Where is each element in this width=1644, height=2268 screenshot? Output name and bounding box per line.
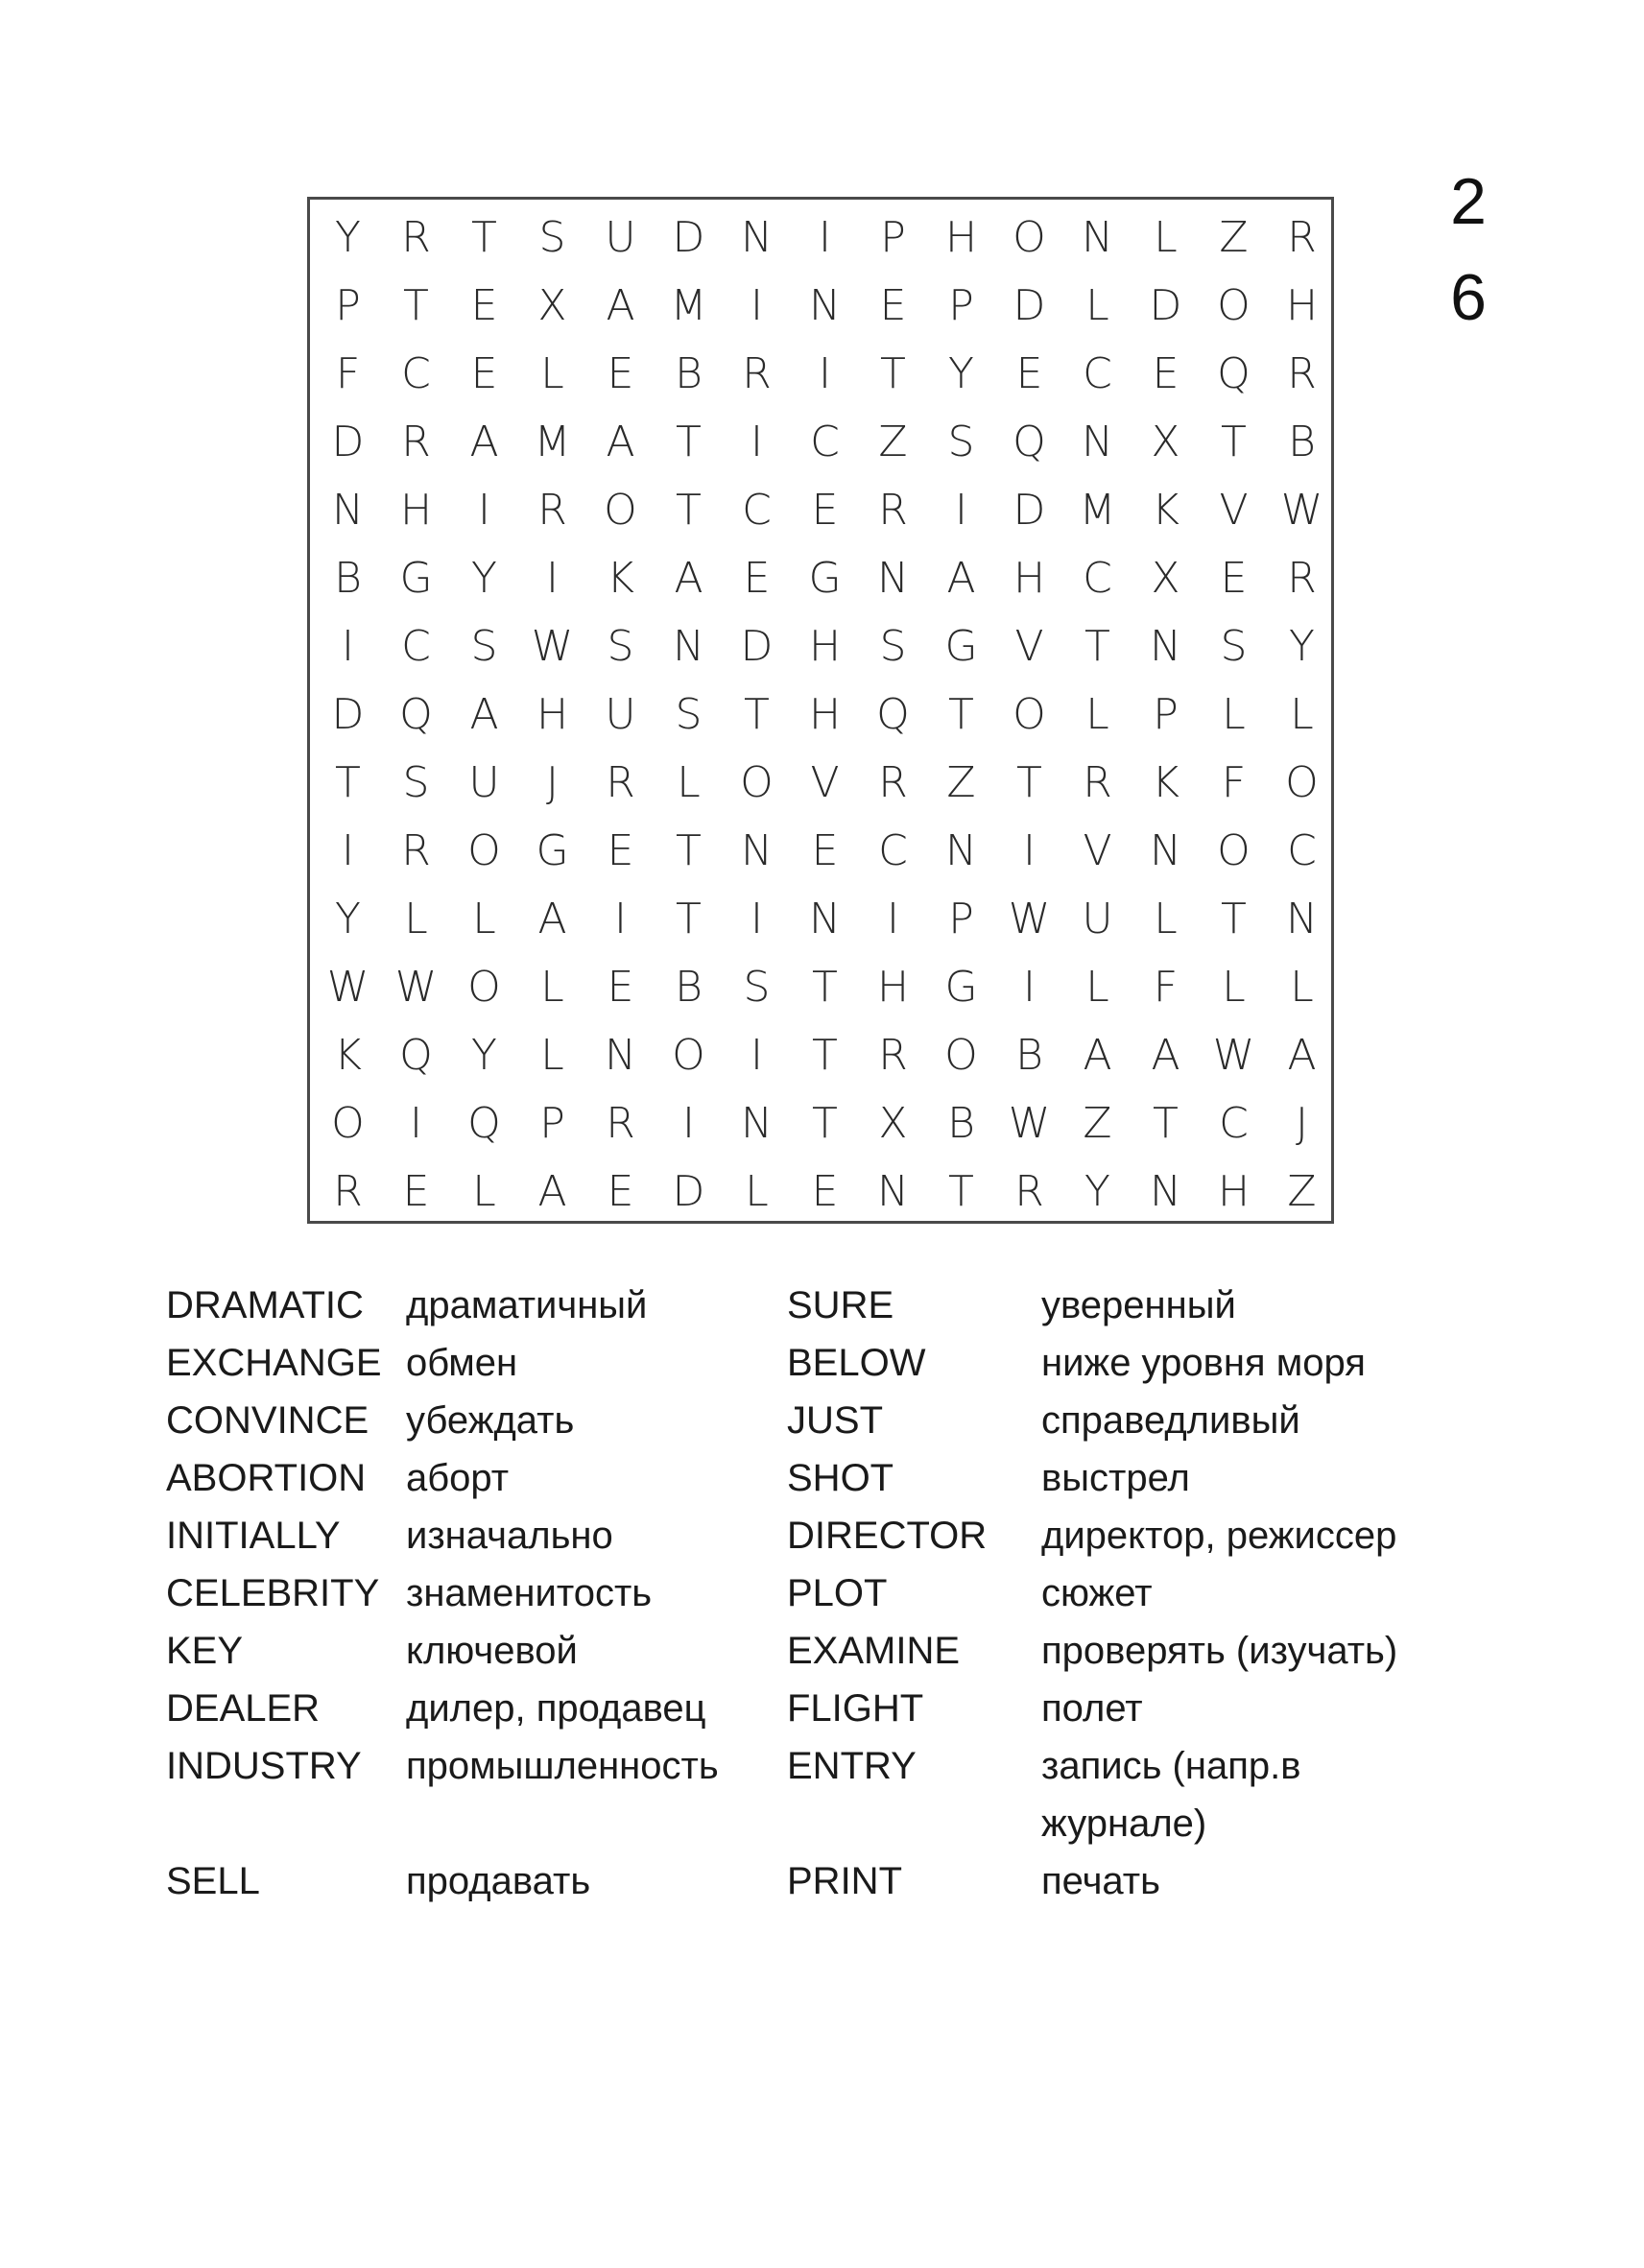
grid-letter: Y (1084, 1167, 1110, 1216)
grid-letter: C (878, 826, 908, 875)
grid-letter: L (1222, 963, 1246, 1012)
grid-letter: T (812, 1031, 838, 1080)
word-translation: полет (1041, 1687, 1143, 1730)
grid-letter: A (674, 554, 703, 603)
grid-letter: I (1023, 963, 1036, 1012)
grid-letter: C (810, 418, 840, 466)
word-translation: ниже уровня моря (1041, 1342, 1366, 1384)
grid-letter: H (1013, 554, 1046, 603)
grid-letter: T (880, 349, 906, 398)
grid-letter: V (1083, 826, 1112, 875)
grid-letter: R (401, 826, 431, 875)
word-en: PLOT (787, 1572, 888, 1614)
grid-letter: T (676, 895, 702, 943)
grid-letter: R (401, 213, 431, 262)
word-translation: выстрел (1041, 1457, 1190, 1499)
grid-letter: C (401, 349, 431, 398)
grid-letter: K (1152, 486, 1179, 535)
grid-letter: I (819, 349, 831, 398)
word-translation: директор, режиссер (1041, 1515, 1397, 1557)
grid-letter: C (742, 486, 772, 535)
grid-letter: N (605, 1031, 636, 1080)
grid-letter: N (809, 895, 841, 943)
grid-letter: L (1154, 895, 1178, 943)
word-translation: ключевой (406, 1630, 578, 1672)
grid-letter: R (1287, 349, 1317, 398)
grid-letter: O (672, 1031, 705, 1080)
grid-letter: D (331, 690, 365, 739)
grid-letter: U (605, 690, 636, 739)
grid-letter: E (879, 281, 907, 330)
grid-letter: S (607, 622, 634, 671)
grid-letter: X (1151, 554, 1180, 603)
grid-letter: T (335, 758, 361, 807)
grid-letter: Q (467, 1099, 501, 1148)
grid-letter: X (537, 281, 567, 330)
grid-letter: U (605, 213, 636, 262)
grid-letter: M (670, 281, 707, 330)
grid-letter: P (1153, 690, 1179, 739)
grid-letter: R (1014, 1167, 1044, 1216)
grid-letter: T (1221, 418, 1247, 466)
grid-letter: T (1153, 1099, 1179, 1148)
grid-letter: O (1285, 758, 1319, 807)
word-translation: знаменитость (406, 1572, 653, 1614)
grid-letter: A (606, 281, 635, 330)
grid-letter: O (1217, 826, 1251, 875)
word-en: DRAMATIC (166, 1284, 364, 1326)
grid-letter: Z (878, 418, 908, 466)
grid-letter: T (1084, 622, 1110, 671)
word-translation: промышленность (406, 1745, 719, 1787)
grid-letter: Y (1289, 622, 1315, 671)
grid-letter: O (1013, 213, 1046, 262)
grid-letter: W (326, 963, 369, 1012)
grid-letter: A (469, 690, 499, 739)
grid-letter: I (819, 213, 831, 262)
grid-letter: W (1008, 1099, 1051, 1148)
grid-letter: P (539, 1099, 565, 1148)
word-en: DIRECTOR (787, 1515, 988, 1557)
word-en: SELL (166, 1860, 260, 1902)
grid-letter: E (811, 826, 839, 875)
grid-letter: Q (399, 690, 433, 739)
grid-letter: X (1151, 418, 1180, 466)
grid-letter: I (342, 826, 354, 875)
grid-letter: N (1082, 213, 1113, 262)
page-number-digit-2: 6 (1450, 261, 1487, 334)
grid-letter: Y (948, 349, 974, 398)
grid-letter: L (745, 1167, 769, 1216)
word-en: ABORTION (166, 1457, 367, 1499)
word-search-grid (307, 197, 1334, 1224)
grid-letter: H (1285, 281, 1319, 330)
grid-letter: F (335, 349, 361, 398)
grid-letter: R (1287, 554, 1317, 603)
grid-letter: D (1149, 281, 1182, 330)
grid-letter: T (676, 826, 702, 875)
word-en: BELOW (787, 1342, 926, 1384)
grid-letter: L (1290, 690, 1314, 739)
grid-letter: S (402, 758, 430, 807)
grid-letter: D (740, 622, 774, 671)
grid-letter: L (472, 895, 496, 943)
word-en: SURE (787, 1284, 894, 1326)
grid-letter: E (811, 486, 839, 535)
grid-letter: C (1083, 349, 1112, 398)
grid-letter: L (404, 895, 428, 943)
word-translation: аборт (406, 1457, 510, 1499)
grid-letter: T (676, 486, 702, 535)
word-en: EXAMINE (787, 1630, 961, 1672)
grid-letter: O (467, 963, 501, 1012)
grid-letter: T (1221, 895, 1247, 943)
grid-letter: Q (876, 690, 910, 739)
grid-letter: E (607, 826, 634, 875)
word-en: CONVINCE (166, 1399, 369, 1442)
grid-letter: L (1085, 963, 1109, 1012)
grid-letter: W (1008, 895, 1051, 943)
grid-letter: I (751, 281, 763, 330)
word-translation-line2: журнале) (1041, 1802, 1207, 1845)
grid-letter: A (1151, 1031, 1180, 1080)
grid-letter: A (1083, 1031, 1112, 1080)
grid-letter: Y (335, 895, 361, 943)
grid-letter: W (1212, 1031, 1255, 1080)
word-translation: проверять (изучать) (1041, 1630, 1398, 1672)
grid-letter: N (1082, 418, 1113, 466)
grid-letter: H (808, 690, 842, 739)
grid-letter: E (1152, 349, 1179, 398)
page-number-digit-1: 2 (1450, 165, 1487, 238)
grid-letter: H (399, 486, 433, 535)
grid-letter: O (1217, 281, 1251, 330)
grid-letter: H (944, 213, 978, 262)
grid-letter: R (606, 758, 635, 807)
grid-letter: E (470, 349, 498, 398)
grid-letter: I (751, 895, 763, 943)
grid-letter: N (741, 1099, 773, 1148)
grid-letter: L (1154, 213, 1178, 262)
grid-letter: C (1287, 826, 1317, 875)
grid-letter: C (401, 622, 431, 671)
grid-letter: V (1014, 622, 1044, 671)
grid-letter: M (1079, 486, 1116, 535)
grid-letter: A (537, 1167, 567, 1216)
word-en: PRINT (787, 1860, 902, 1902)
grid-letter: T (676, 418, 702, 466)
grid-letter: G (944, 963, 978, 1012)
grid-letter: N (1150, 1167, 1181, 1216)
grid-letter: R (537, 486, 567, 535)
grid-letter: E (607, 349, 634, 398)
grid-letter: I (1023, 826, 1036, 875)
grid-letter: J (1296, 1099, 1308, 1148)
grid-letter: R (606, 1099, 635, 1148)
grid-letter: E (743, 554, 771, 603)
grid-letter: Z (1083, 1099, 1112, 1148)
grid-letter: A (469, 418, 499, 466)
grid-letter: N (877, 554, 909, 603)
grid-letter: N (809, 281, 841, 330)
grid-letter: W (1280, 486, 1323, 535)
grid-letter: Z (946, 758, 976, 807)
grid-letter: N (673, 622, 704, 671)
grid-letter: G (808, 554, 842, 603)
grid-letter: F (1153, 963, 1179, 1012)
grid-letter: L (472, 1167, 496, 1216)
grid-letter: U (1082, 895, 1113, 943)
grid-letter: L (1222, 690, 1246, 739)
grid-letter: W (531, 622, 574, 671)
grid-letter: C (1083, 554, 1112, 603)
grid-letter: L (1085, 690, 1109, 739)
grid-letter: F (1221, 758, 1247, 807)
grid-letter: E (607, 963, 634, 1012)
grid-letter: Q (399, 1031, 433, 1080)
word-translation: драматичный (406, 1284, 648, 1326)
word-en: ENTRY (787, 1745, 917, 1787)
grid-letter: K (334, 1031, 362, 1080)
word-en: CELEBRITY (166, 1572, 380, 1614)
grid-letter: P (880, 213, 906, 262)
grid-letter: G (536, 826, 569, 875)
grid-letter: T (744, 690, 770, 739)
grid-letter: I (478, 486, 490, 535)
grid-letter: O (944, 1031, 978, 1080)
grid-letter: Y (471, 1031, 497, 1080)
word-translation: продавать (406, 1860, 591, 1902)
grid-letter: P (948, 895, 974, 943)
grid-letter: L (1085, 281, 1109, 330)
grid-letter: S (743, 963, 771, 1012)
word-translation: справедливый (1041, 1399, 1300, 1442)
grid-letter: D (672, 1167, 705, 1216)
grid-letter: R (401, 418, 431, 466)
grid-letter: H (876, 963, 910, 1012)
grid-letter: C (1219, 1099, 1249, 1148)
grid-letter: N (877, 1167, 909, 1216)
grid-letter: Y (335, 213, 361, 262)
grid-letter: N (741, 826, 773, 875)
grid-letter: E (607, 1167, 634, 1216)
word-en: SHOT (787, 1457, 894, 1499)
grid-letter: B (675, 963, 703, 1012)
grid-letter: I (955, 486, 967, 535)
grid-letter: T (812, 1099, 838, 1148)
grid-letter: D (1013, 486, 1046, 535)
grid-letter: Q (1013, 418, 1046, 466)
grid-letter: O (740, 758, 774, 807)
word-translation: печать (1041, 1860, 1160, 1902)
grid-letter: E (402, 1167, 430, 1216)
grid-letter: S (1220, 622, 1248, 671)
grid-letter: N (741, 213, 773, 262)
grid-letter: D (672, 213, 705, 262)
grid-letter: A (606, 418, 635, 466)
grid-letter: T (948, 1167, 974, 1216)
grid-letter: R (878, 486, 908, 535)
grid-letter: L (677, 758, 701, 807)
word-en: KEY (166, 1630, 244, 1672)
grid-letter: Z (1219, 213, 1249, 262)
grid-letter: I (342, 622, 354, 671)
grid-letter: U (468, 758, 500, 807)
grid-letter: I (614, 895, 627, 943)
grid-letter: B (1015, 1031, 1043, 1080)
grid-letter: T (948, 690, 974, 739)
grid-letter: S (879, 622, 907, 671)
word-en: EXCHANGE (166, 1342, 382, 1384)
word-en: DEALER (166, 1687, 321, 1730)
grid-letter: X (878, 1099, 908, 1148)
grid-letter: H (536, 690, 569, 739)
grid-letter: R (878, 758, 908, 807)
grid-letter: S (675, 690, 703, 739)
grid-letter: I (751, 418, 763, 466)
grid-letter: K (1152, 758, 1179, 807)
grid-letter: I (682, 1099, 695, 1148)
grid-letter: B (1288, 418, 1316, 466)
word-translation: уверенный (1041, 1284, 1236, 1326)
grid-letter: I (751, 1031, 763, 1080)
grid-letter: T (471, 213, 497, 262)
grid-letter: V (810, 758, 840, 807)
grid-letter: P (335, 281, 361, 330)
word-translation: изначально (406, 1515, 613, 1557)
grid-letter: E (1015, 349, 1043, 398)
grid-letter: L (1290, 963, 1314, 1012)
grid-letter: L (540, 1031, 564, 1080)
grid-letter: R (742, 349, 772, 398)
grid-letter: O (1013, 690, 1046, 739)
grid-letter: N (1150, 622, 1181, 671)
grid-letter: E (470, 281, 498, 330)
grid-letter: T (1016, 758, 1042, 807)
word-translation: сюжет (1041, 1572, 1153, 1614)
grid-letter: R (1287, 213, 1317, 262)
grid-letter: R (333, 1167, 363, 1216)
grid-letter: T (403, 281, 429, 330)
grid-letter: O (604, 486, 637, 535)
grid-letter: B (334, 554, 362, 603)
word-translation: запись (напр.в (1041, 1745, 1301, 1787)
word-translation: дилер, продавец (406, 1687, 706, 1730)
grid-letter: N (1150, 826, 1181, 875)
grid-letter: B (947, 1099, 975, 1148)
word-translation: убеждать (406, 1399, 575, 1442)
grid-letter: I (410, 1099, 422, 1148)
grid-letter: P (948, 281, 974, 330)
word-en: FLIGHT (787, 1687, 924, 1730)
grid-letter: B (675, 349, 703, 398)
grid-letter: N (332, 486, 364, 535)
word-en: JUST (787, 1399, 883, 1442)
grid-letter: R (878, 1031, 908, 1080)
grid-letter: E (1220, 554, 1248, 603)
grid-letter: T (812, 963, 838, 1012)
grid-letter: V (1219, 486, 1249, 535)
grid-letter: A (1287, 1031, 1317, 1080)
grid-letter: I (546, 554, 559, 603)
grid-letter: L (540, 963, 564, 1012)
grid-letter: K (607, 554, 634, 603)
grid-letter: D (331, 418, 365, 466)
grid-letter: Z (1287, 1167, 1317, 1216)
grid-letter: H (1217, 1167, 1251, 1216)
word-en: INITIALLY (166, 1515, 341, 1557)
grid-letter: A (537, 895, 567, 943)
grid-letter: A (946, 554, 976, 603)
grid-letter: O (467, 826, 501, 875)
grid-letter: G (399, 554, 433, 603)
grid-letter: G (944, 622, 978, 671)
grid-letter: N (945, 826, 977, 875)
grid-letter: M (534, 418, 571, 466)
word-translation: обмен (406, 1342, 518, 1384)
grid-letter: H (808, 622, 842, 671)
grid-letter: J (546, 758, 559, 807)
grid-letter: S (947, 418, 975, 466)
grid-letter: N (1286, 895, 1318, 943)
grid-letter: Y (471, 554, 497, 603)
grid-letter: E (811, 1167, 839, 1216)
grid-letter: S (470, 622, 498, 671)
grid-letter: I (887, 895, 899, 943)
grid-letter: D (1013, 281, 1046, 330)
grid-letter: Q (1217, 349, 1251, 398)
grid-letter: R (1083, 758, 1112, 807)
grid-letter: W (394, 963, 438, 1012)
grid-letter: S (538, 213, 566, 262)
page-number (1435, 154, 1502, 346)
word-en: INDUSTRY (166, 1745, 362, 1787)
grid-letter: L (540, 349, 564, 398)
grid-letter: O (331, 1099, 365, 1148)
